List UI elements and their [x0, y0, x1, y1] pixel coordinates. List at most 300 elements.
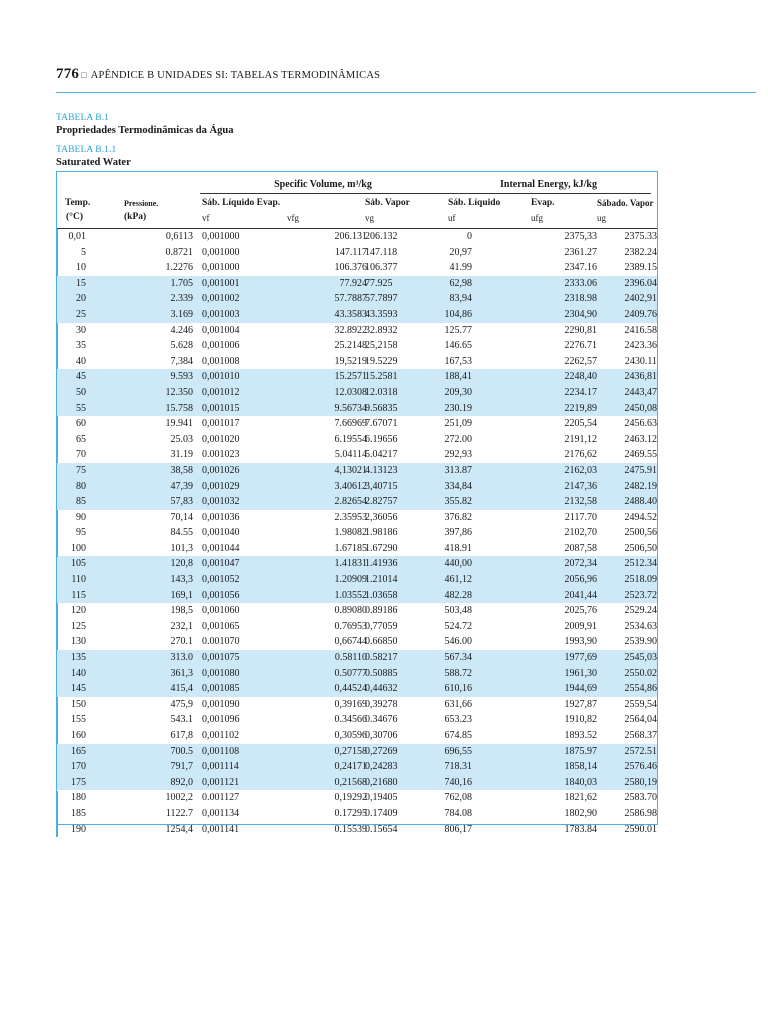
cell-ug: 2488.40 — [624, 496, 657, 508]
cell-pressure: 31.19 — [170, 449, 193, 461]
table-row — [57, 806, 657, 822]
cell-vg: 0,77059 — [365, 620, 398, 632]
cell-ug: 2396.04 — [624, 277, 657, 289]
cell-uf: 740,16 — [444, 776, 472, 788]
cell-vg: 1.41936 — [365, 558, 398, 570]
cell-vf: 0.001070 — [202, 636, 240, 648]
cell-vfg: 0.15539 — [334, 823, 367, 835]
cell-vf: 0.001023 — [202, 449, 240, 461]
cell-ug: 2564,04 — [624, 714, 657, 726]
cell-uf: 334,84 — [444, 480, 472, 492]
cell-pressure: 791,7 — [170, 761, 193, 773]
cell-pressure: 57,83 — [170, 496, 193, 508]
cell-vg: 6.19656 — [365, 433, 398, 445]
cell-vf: 0,001036 — [202, 511, 240, 523]
cell-vg: 106.377 — [365, 262, 398, 274]
cell-vg: 0.89186 — [365, 605, 398, 617]
cell-vfg: 1.98082 — [334, 527, 367, 539]
table-row — [57, 463, 657, 479]
col-header-ug: Sábado. Vapor — [597, 198, 654, 208]
cell-ufg: 2147,36 — [564, 480, 597, 492]
cell-pressure: 1.2276 — [165, 262, 193, 274]
cell-ufg: 1961,30 — [564, 667, 597, 679]
cell-uf: 376.82 — [444, 511, 472, 523]
group-bracket — [56, 323, 58, 370]
cell-vf: 0,001001 — [202, 277, 240, 289]
cell-vfg: 1.20909 — [334, 574, 367, 586]
cell-ufg: 2375,33 — [564, 231, 597, 242]
cell-pressure: 232,1 — [170, 620, 193, 632]
cell-vf: 0,001010 — [202, 371, 240, 383]
cell-vg: 1.67290 — [365, 542, 398, 554]
cell-uf: 20,97 — [449, 246, 472, 258]
cell-vfg: 0.50777 — [334, 667, 367, 679]
cell-ufg: 2191,12 — [564, 433, 597, 445]
group-header-volume: Specific Volume, m³/kg — [274, 179, 372, 190]
running-header — [56, 66, 380, 83]
cell-pressure: 12.350 — [165, 386, 193, 398]
cell-vf: 0,001004 — [202, 324, 240, 336]
table-row — [57, 556, 657, 572]
group-bracket — [56, 510, 58, 557]
cell-ufg: 1944,69 — [564, 683, 597, 695]
cell-vfg: 57.7887 — [334, 293, 367, 305]
cell-vfg: 1.41831 — [334, 558, 367, 570]
cell-ufg: 2262,57 — [564, 355, 597, 367]
cell-ufg: 1858,14 — [564, 761, 597, 773]
cell-ug: 2494.52 — [624, 511, 657, 523]
cell-vg: 147.118 — [365, 246, 398, 258]
table-row — [57, 541, 657, 557]
cell-ufg: 2117.70 — [564, 511, 597, 523]
cell-vf: 0,001080 — [202, 667, 240, 679]
cell-temp: 175 — [71, 776, 86, 788]
table-row — [57, 775, 657, 791]
cell-uf: 418.91 — [444, 542, 472, 554]
cell-pressure: 0,6113 — [165, 231, 193, 242]
cell-uf: 167,53 — [444, 355, 472, 367]
cell-vf: 0,001017 — [202, 418, 240, 430]
cell-ug: 2529.24 — [624, 605, 657, 617]
table-row — [57, 338, 657, 354]
cell-pressure: 3.169 — [170, 308, 193, 320]
cell-vg: 1.98186 — [365, 527, 398, 539]
cell-vfg: 0,44524 — [334, 683, 367, 695]
table-row — [57, 619, 657, 635]
table-row — [57, 369, 657, 385]
sym-uf: uf — [448, 213, 456, 223]
cell-vg: 0.34676 — [365, 714, 398, 726]
cell-vg: 9.56835 — [365, 402, 398, 414]
cell-ug: 2554,86 — [624, 683, 657, 695]
cell-vfg: 4,13021 — [334, 464, 367, 476]
col-header-uf: Sáb. Líquido — [448, 198, 501, 208]
cell-ufg: 1783.84 — [564, 823, 597, 835]
cell-ufg: 2087,58 — [564, 542, 597, 554]
cell-vf: 0,001141 — [202, 823, 240, 835]
cell-temp: 20 — [76, 293, 86, 305]
cell-ufg: 2041,44 — [564, 589, 597, 601]
cell-temp: 60 — [76, 418, 86, 430]
cell-vfg: 0.17295 — [334, 807, 367, 819]
cell-vfg: 5.04114 — [334, 449, 367, 461]
cell-vg: 0.17409 — [365, 807, 398, 819]
cell-vf: 0,001052 — [202, 574, 240, 586]
table-row — [57, 447, 657, 463]
cell-uf: 41.99 — [449, 262, 472, 274]
cell-vf: 0,001000 — [202, 231, 240, 242]
cell-temp: 5 — [81, 246, 86, 258]
cell-uf: 588.72 — [444, 667, 472, 679]
cell-vf: 0,001040 — [202, 527, 240, 539]
cell-uf: 292,93 — [444, 449, 472, 461]
cell-ug: 2463.12 — [624, 433, 657, 445]
cell-vg: 57.7897 — [365, 293, 398, 305]
table-row — [57, 572, 657, 588]
table-row — [57, 510, 657, 526]
cell-uf: 104,86 — [444, 308, 472, 320]
cell-ug: 2568.37 — [624, 730, 657, 741]
col-header-ufg: Evap. — [531, 198, 555, 208]
cell-vfg: 6.19554 — [334, 433, 367, 445]
cell-ug: 2576.46 — [624, 761, 657, 773]
cell-ug: 2559,54 — [624, 698, 657, 710]
table-row — [57, 432, 657, 448]
cell-uf: 762,08 — [444, 792, 472, 804]
cell-ug: 2545,03 — [624, 652, 657, 664]
cell-uf: 209,30 — [444, 386, 472, 398]
cell-ufg: 2333.06 — [564, 277, 597, 289]
table-row — [57, 307, 657, 323]
cell-vf: 0,001102 — [202, 730, 240, 741]
cell-pressure: 1122.7 — [165, 807, 193, 819]
cell-vg: 19.5229 — [365, 355, 398, 367]
cell-ug: 2375.33 — [624, 231, 657, 242]
cell-ufg: 1875.97 — [564, 745, 597, 757]
cell-uf: 631,66 — [444, 698, 472, 710]
table-row — [57, 744, 657, 760]
table-body — [57, 229, 657, 837]
cell-temp: 135 — [71, 652, 86, 664]
table-row — [57, 634, 657, 650]
cell-ug: 2430.11 — [624, 355, 657, 367]
cell-temp: 30 — [76, 324, 86, 336]
cell-vfg: 0,19292 — [334, 792, 367, 804]
cell-vf: 0,001012 — [202, 386, 240, 398]
cell-ufg: 2318.98 — [564, 293, 597, 305]
cell-ug: 2586.98 — [624, 807, 657, 819]
cell-vfg: 0,66744 — [334, 636, 367, 648]
cell-pressure: 2.339 — [170, 293, 193, 305]
cell-temp: 10 — [76, 262, 86, 274]
cell-vf: 0,001000 — [202, 262, 240, 274]
cell-ufg: 1993,90 — [564, 636, 597, 648]
cell-vg: 0.58217 — [365, 652, 398, 664]
cell-ufg: 1893.52 — [564, 730, 597, 741]
page-number: 776 — [56, 66, 80, 82]
cell-vg: 77.925 — [365, 277, 393, 289]
cell-ufg: 2205,54 — [564, 418, 597, 430]
cell-pressure: 84.55 — [170, 527, 193, 539]
cell-ug: 2436,81 — [624, 371, 657, 383]
table-row — [57, 401, 657, 417]
cell-ufg: 1840,03 — [564, 776, 597, 788]
cell-vg: 15.2581 — [365, 371, 398, 383]
cell-pressure: 15.758 — [165, 402, 193, 414]
cell-vf: 0,001002 — [202, 293, 240, 305]
cell-vf: 0,001065 — [202, 620, 240, 632]
table-row — [57, 276, 657, 292]
cell-vf: 0,001003 — [202, 308, 240, 320]
cell-vg: 12.0318 — [365, 386, 398, 398]
table-label: TABELA B.1 — [56, 113, 110, 123]
cell-temp: 180 — [71, 792, 86, 804]
table-row — [57, 291, 657, 307]
cell-temp: 40 — [76, 355, 86, 367]
cell-uf: 125.77 — [444, 324, 472, 336]
cell-ug: 2583.70 — [624, 792, 657, 804]
cell-vfg: 106.376 — [334, 262, 367, 274]
cell-pressure: 361,3 — [170, 667, 193, 679]
cell-vfg: 0.89080 — [334, 605, 367, 617]
cell-ug: 2450,08 — [624, 402, 657, 414]
cell-vfg: 2.35953 — [334, 511, 367, 523]
cell-pressure: 70,14 — [170, 511, 193, 523]
cell-uf: 0 — [467, 231, 472, 242]
cell-vfg: 0,21568 — [334, 776, 367, 788]
cell-temp: 120 — [71, 605, 86, 617]
cell-uf: 83,94 — [449, 293, 472, 305]
cell-vfg: 0.58110 — [334, 652, 367, 664]
cell-vf: 0.001127 — [202, 792, 240, 804]
cell-ug: 2512.34 — [624, 558, 657, 570]
group-bracket — [56, 416, 58, 463]
cell-pressure: 9.593 — [170, 371, 193, 383]
cell-pressure: 4.246 — [170, 324, 193, 336]
cell-uf: 313.87 — [444, 464, 472, 476]
cell-vg: 3,40715 — [365, 480, 398, 492]
cell-ug: 2539.90 — [624, 636, 657, 648]
cell-pressure: 415,4 — [170, 683, 193, 695]
cell-vfg: 2.82654 — [334, 496, 367, 508]
col-header-pressure: Pressione. — [124, 199, 159, 208]
cell-vfg: 206.131 — [334, 231, 367, 242]
cell-vfg: 0.76953 — [334, 620, 367, 632]
cell-ug: 2456.63 — [624, 418, 657, 430]
cell-vfg: 1.03552 — [334, 589, 367, 601]
cell-vg: 206.132 — [365, 231, 398, 242]
cell-uf: 718.31 — [444, 761, 472, 773]
cell-vg: 0,21680 — [365, 776, 398, 788]
cell-ug: 2416.58 — [624, 324, 657, 336]
cell-vfg: 32.8922 — [334, 324, 367, 336]
cell-temp: 110 — [71, 574, 86, 586]
table-row — [57, 416, 657, 432]
cell-pressure: 169,1 — [170, 589, 193, 601]
cell-vfg: 77.924 — [339, 277, 367, 289]
cell-vf: 0,001056 — [202, 589, 240, 601]
cell-ug: 2500,56 — [624, 527, 657, 539]
cell-pressure: 120,8 — [170, 558, 193, 570]
cell-temp: 55 — [76, 402, 86, 414]
cell-vfg: 0,24171 — [334, 761, 367, 773]
cell-temp: 75 — [76, 464, 86, 476]
cell-vg: 0.15654 — [365, 823, 398, 835]
cell-uf: 188,41 — [444, 371, 472, 383]
cell-ufg: 2025,76 — [564, 605, 597, 617]
cell-temp: 65 — [76, 433, 86, 445]
table-row — [57, 822, 657, 838]
cell-vg: 5.04217 — [365, 449, 398, 461]
cell-pressure: 543.1 — [170, 714, 193, 726]
cell-vf: 0,001060 — [202, 605, 240, 617]
cell-vg: 25,2158 — [365, 340, 398, 352]
cell-ug: 2469.55 — [624, 449, 657, 461]
cell-temp: 125 — [71, 620, 86, 632]
cell-ufg: 2248,40 — [564, 371, 597, 383]
cell-uf: 440,00 — [444, 558, 472, 570]
table-row — [57, 790, 657, 806]
cell-uf: 567.34 — [444, 652, 472, 664]
cell-temp: 105 — [71, 558, 86, 570]
cell-ug: 2534.63 — [624, 620, 657, 632]
col-header-temp: Temp. — [65, 198, 91, 208]
cell-vg: 0.50885 — [365, 667, 398, 679]
cell-pressure: 19.941 — [165, 418, 193, 430]
cell-temp: 170 — [71, 761, 86, 773]
cell-ufg: 2234.17 — [564, 386, 597, 398]
cell-vf: 0,001134 — [202, 807, 240, 819]
cell-uf: 230.19 — [444, 402, 472, 414]
cell-vg: 0,30706 — [365, 730, 398, 741]
cell-temp: 85 — [76, 496, 86, 508]
cell-pressure: 1002,2 — [165, 792, 193, 804]
cell-vf: 0,001006 — [202, 340, 240, 352]
cell-ufg: 1927,87 — [564, 698, 597, 710]
cell-ug: 2389.15 — [624, 262, 657, 274]
cell-vfg: 3.40612 — [334, 480, 367, 492]
cell-vfg: 0,27158 — [334, 745, 367, 757]
cell-vf: 0,001075 — [202, 652, 240, 664]
cell-ufg: 2176,62 — [564, 449, 597, 461]
cell-ufg: 2276.71 — [564, 340, 597, 352]
cell-uf: 696,55 — [444, 745, 472, 757]
table-row — [57, 666, 657, 682]
cell-vfg: 1.67185 — [334, 542, 367, 554]
cell-ufg: 2347.16 — [564, 262, 597, 274]
cell-pressure: 313.0 — [170, 652, 193, 664]
cell-uf: 653.23 — [444, 714, 472, 726]
cell-vg: 1.03658 — [365, 589, 398, 601]
cell-pressure: 7,384 — [170, 355, 193, 367]
table-row — [57, 525, 657, 541]
cell-uf: 251,09 — [444, 418, 472, 430]
cell-uf: 482.28 — [444, 589, 472, 601]
cell-ug: 2572.51 — [624, 745, 657, 757]
cell-uf: 674.85 — [444, 730, 472, 741]
cell-vg: 1.21014 — [365, 574, 398, 586]
cell-pressure: 38,58 — [170, 464, 193, 476]
cell-pressure: 700.5 — [170, 745, 193, 757]
col-header-pressure-unit: (kPa) — [124, 212, 147, 222]
table-row — [57, 759, 657, 775]
cell-uf: 503,48 — [444, 605, 472, 617]
cell-vg: 2.82757 — [365, 496, 398, 508]
cell-ug: 2506,50 — [624, 542, 657, 554]
cell-ug: 2518.09 — [624, 574, 657, 586]
cell-vfg: 7.66969 — [334, 418, 367, 430]
table-row — [57, 245, 657, 261]
table-row — [57, 385, 657, 401]
cell-vg: 4.13123 — [365, 464, 398, 476]
cell-ug: 2523.72 — [624, 589, 657, 601]
table-row — [57, 603, 657, 619]
cell-uf: 524.72 — [444, 620, 472, 632]
cell-pressure: 25.03 — [170, 433, 193, 445]
cell-uf: 272.00 — [444, 433, 472, 445]
table-row — [57, 681, 657, 697]
cell-uf: 146.65 — [444, 340, 472, 352]
cell-pressure: 47,39 — [170, 480, 193, 492]
cell-ug: 2550.02 — [624, 667, 657, 679]
cell-ufg: 1821,62 — [564, 792, 597, 804]
cell-uf: 546.00 — [444, 636, 472, 648]
cell-ug: 2423.36 — [624, 340, 657, 352]
subtable-title: Saturated Water — [56, 157, 131, 168]
group-header-energy: Internal Energy, kJ/kg — [500, 179, 597, 190]
cell-ug: 2402,91 — [624, 293, 657, 305]
cell-vf: 0,001108 — [202, 745, 240, 757]
cell-ug: 2382.24 — [624, 246, 657, 258]
header-rule — [56, 92, 756, 93]
table-row — [57, 354, 657, 370]
cell-temp: 0,01 — [68, 231, 86, 242]
group-bracket — [56, 697, 58, 744]
cell-vf: 0,001029 — [202, 480, 240, 492]
cell-vfg: 12.0308 — [334, 386, 367, 398]
cell-temp: 100 — [71, 542, 86, 554]
table-row — [57, 728, 657, 744]
cell-vf: 0,001015 — [202, 402, 240, 414]
cell-ug: 2443,47 — [624, 386, 657, 398]
cell-temp: 95 — [76, 527, 86, 539]
cell-vg: 0,19405 — [365, 792, 398, 804]
cell-vfg: 0,30596 — [334, 730, 367, 741]
sym-ufg: ufg — [531, 213, 543, 223]
cell-vg: 0,44632 — [365, 683, 398, 695]
sym-vg: vg — [365, 213, 374, 223]
col-header-vf: Sáb. Líquido Evap. — [202, 198, 281, 208]
cell-uf: 461,12 — [444, 574, 472, 586]
cell-vfg: 0,39169 — [334, 698, 367, 710]
cell-pressure: 892,0 — [170, 776, 193, 788]
cell-ufg: 1977,69 — [564, 652, 597, 664]
col-header-vg: Sáb. Vapor — [365, 198, 410, 208]
cell-vg: 0,39278 — [365, 698, 398, 710]
cell-temp: 45 — [76, 371, 86, 383]
cell-pressure: 198,5 — [170, 605, 193, 617]
cell-pressure: 0.8721 — [165, 246, 193, 258]
running-title: APÊNDICE B UNIDADES SI: TABELAS TERMODINÂMICAS — [90, 70, 381, 81]
separator-glyph: □ — [81, 70, 87, 80]
cell-vf: 0,001044 — [202, 542, 240, 554]
cell-vg: 2,36056 — [365, 511, 398, 523]
group-rule-volume — [200, 193, 446, 194]
cell-vg: 7.67071 — [365, 418, 398, 430]
cell-pressure: 1254,4 — [165, 823, 193, 835]
sym-vf: vf — [202, 213, 210, 223]
cell-vf: 0,001026 — [202, 464, 240, 476]
